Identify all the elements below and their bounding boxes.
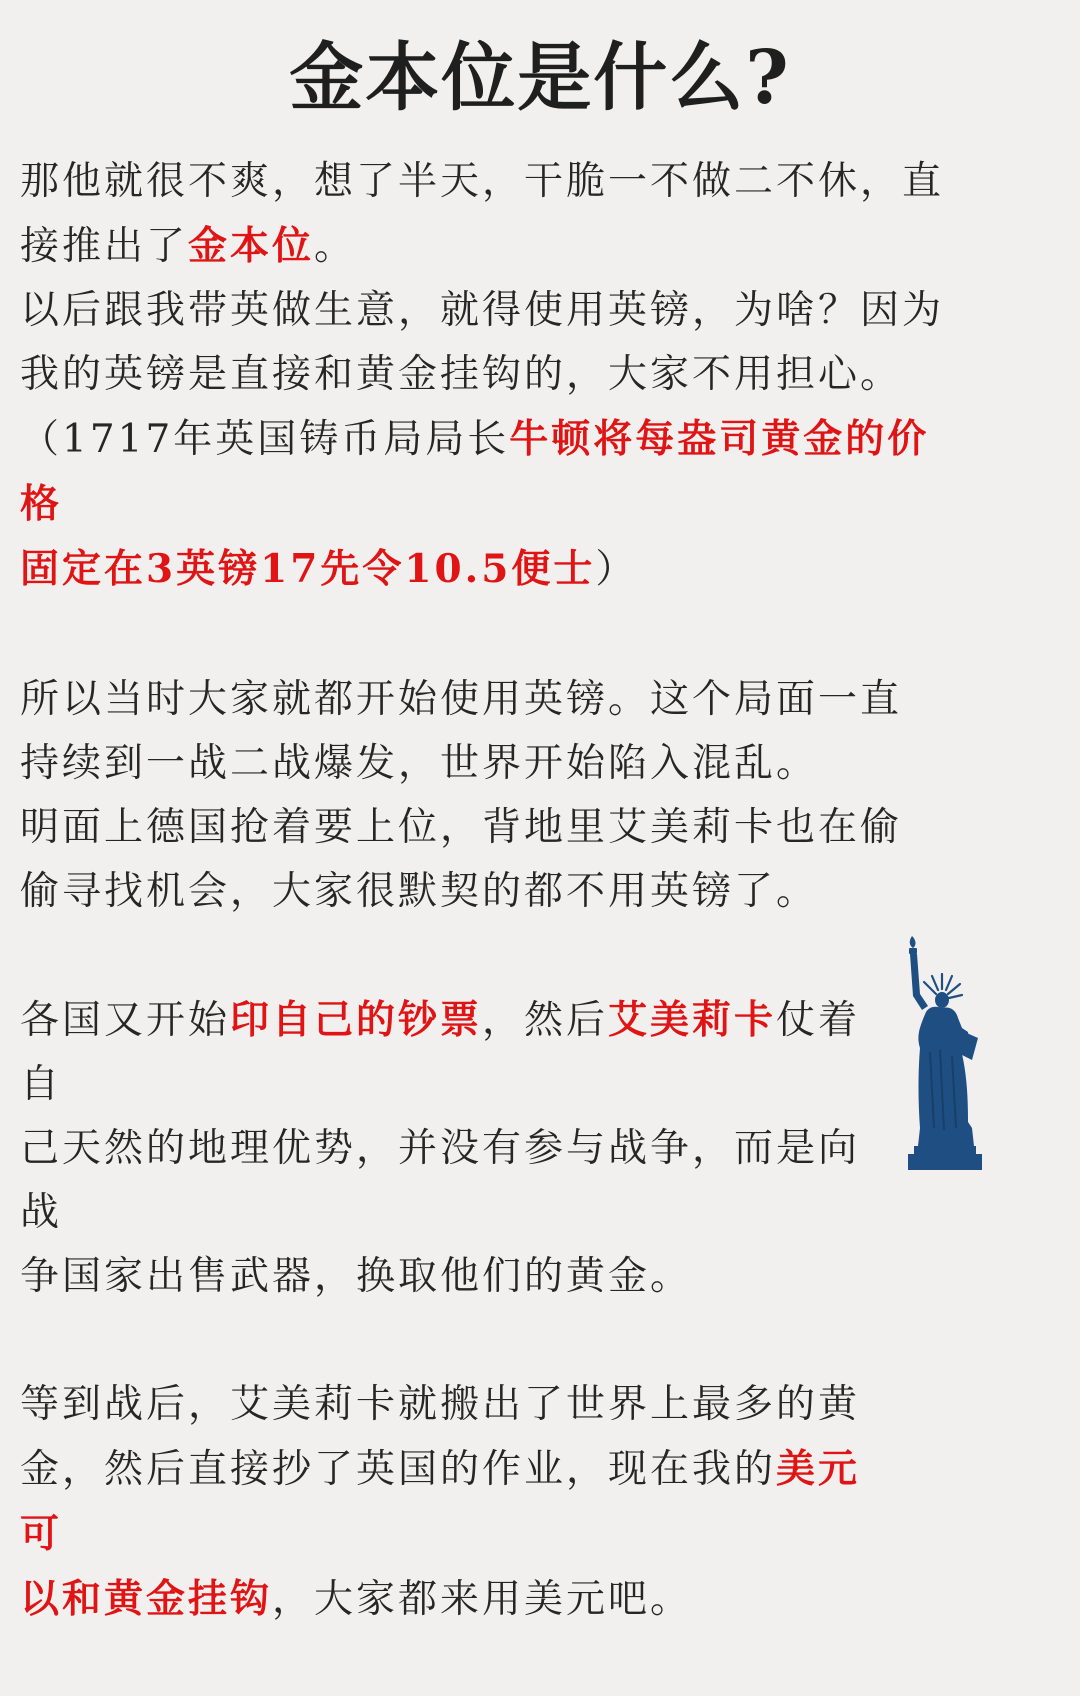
highlighted-text: 以和黄金挂钩 <box>20 1576 273 1622</box>
text-line <box>20 1437 900 1567</box>
text-line <box>20 988 900 1117</box>
text-line <box>20 668 950 732</box>
statue-of-liberty-icon <box>896 932 988 1172</box>
body-text: 我的英镑是直接和黄金挂钩的，大家不用担心。 <box>20 352 903 397</box>
page-title: 金本位是什么? <box>289 35 791 121</box>
text-line <box>20 537 950 602</box>
text-line <box>20 214 950 279</box>
body-text: 以后跟我带英做生意，就得使用英镑，为啥？因为 <box>20 288 945 333</box>
paragraph-3 <box>20 988 900 1309</box>
body-text: 。 <box>314 224 357 269</box>
text-line <box>20 1373 900 1437</box>
text-line <box>20 150 950 214</box>
paragraph-2 <box>20 668 950 924</box>
text-line <box>20 1117 900 1245</box>
body-text: 等到战后，艾美莉卡就搬出了世界上最多的黄 <box>20 1382 861 1427</box>
body-text: 持续到一战二战爆发，世界开始陷入混乱。 <box>20 741 819 786</box>
body-text: 接推出了 <box>20 224 189 269</box>
paragraph-1 <box>20 150 950 602</box>
highlighted-text: 艾美莉卡 <box>608 997 777 1043</box>
body-text: 争国家出售武器，换取他们的黄金。 <box>20 1254 693 1299</box>
body-text: （1717年英国铸币局局长 <box>20 417 510 462</box>
body-text: 己天然的地理优势，并没有参与战争，而是向战 <box>20 1126 861 1235</box>
body-text: 各国又开始 <box>20 998 231 1043</box>
highlighted-text: 印自己的钞票 <box>230 997 483 1043</box>
highlighted-text: 固定在3英镑17先令10.5便士 <box>20 546 596 592</box>
article-body <box>20 150 950 1696</box>
body-text: ，大家都来用美元吧。 <box>272 1577 693 1622</box>
text-line <box>20 343 950 407</box>
body-text: 那他就很不爽，想了半天，干脆一不做二不休，直 <box>20 159 945 204</box>
text-line <box>20 732 950 796</box>
body-text: 偷寻找机会，大家很默契的都不用英镑了。 <box>20 869 819 914</box>
highlighted-text: 美元可 <box>20 1446 861 1557</box>
text-line <box>20 860 950 924</box>
text-line <box>20 796 950 860</box>
paragraph-4 <box>20 1373 900 1632</box>
text-line <box>20 1245 900 1309</box>
body-text: ） <box>595 547 638 592</box>
body-text: 所以当时大家就都开始使用英镑。这个局面一直 <box>20 677 903 722</box>
text-line <box>20 1567 900 1632</box>
highlighted-text: 牛顿将每盎司黄金的价格 <box>20 416 930 527</box>
body-text: 金，然后直接抄了英国的作业，现在我的 <box>20 1447 777 1492</box>
body-text: ，然后 <box>482 998 609 1043</box>
highlighted-text: 金本位 <box>188 223 315 269</box>
body-text: 明面上德国抢着要上位，背地里艾美莉卡也在偷 <box>20 805 903 850</box>
body-text: 仗着自 <box>20 998 861 1107</box>
text-line <box>20 279 950 343</box>
text-line <box>20 407 950 537</box>
